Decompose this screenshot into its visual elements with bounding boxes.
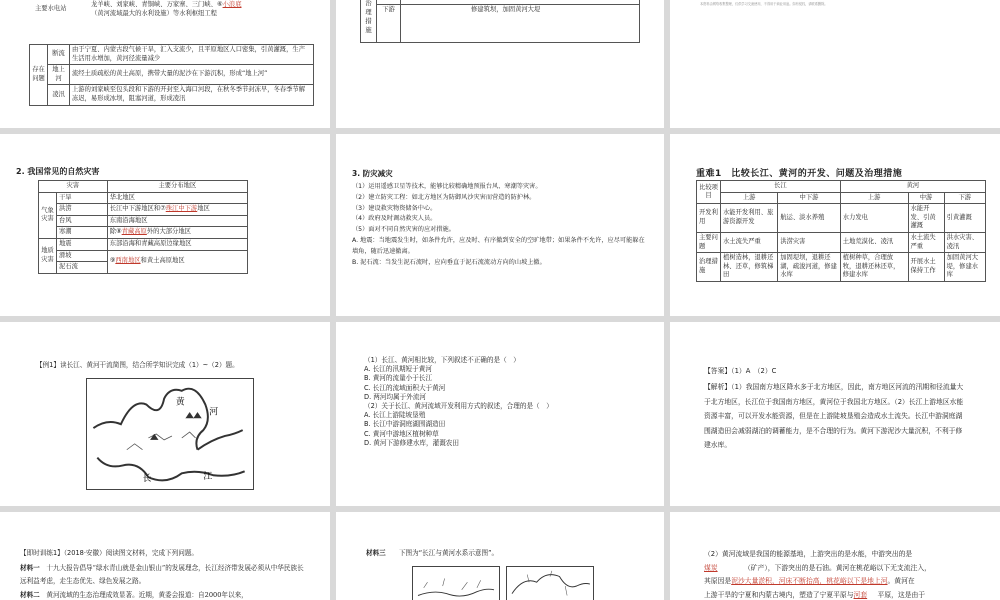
sub-col: 上游 [840,192,908,204]
slide-disaster-prevention[interactable] [336,134,664,316]
question-2: （2）关于长江、黄河流域开发利用方式的叙述，合理的是（ ） [364,402,553,411]
yangtze-river-line [97,458,244,481]
fill-blank-2: 泥沙大量淤积，河床不断抬高，桃花峪以下是地上河 [731,577,888,585]
yellow-river-line [93,389,207,450]
cell: 洪水灾害、凌汛 [944,232,985,252]
slide-comparison[interactable] [670,134,1000,316]
disaster-region [107,215,247,227]
region-text: 地区 [197,205,210,213]
fill-blank-3: 河套 [853,590,868,599]
prevention-line: B. 泥石流：当发生泥石流时，应向垂直于泥石流流动方向的山坡上撤。 [352,258,546,266]
station-text [89,0,314,19]
region-text: 除⑧ [109,228,122,236]
disaster-name: 台风 [57,215,108,227]
cell: 洪涝灾害 [778,232,841,252]
station-label: 主要水电站 [35,5,67,13]
fill-line-2 [704,562,994,576]
problems-label: 存在问题 [30,45,48,106]
station-blank: 小浪底 [222,1,242,8]
cell: 水能开发、引黄灌溉 [908,204,944,233]
label-jiang: 江 [203,472,213,483]
material-2 [20,589,310,600]
region-text: ⑨ [109,257,116,265]
yellow-line [512,575,590,594]
measure-row-name: 下游 [377,4,401,42]
example-prompt: 【例1】读长江、黄河干流简图，结合所学知识完成（1）~（2）题。 [36,361,239,369]
q1-option[interactable]: C. 长江的流域面积大于黄河 [364,383,446,392]
q1-option[interactable]: B. 黄河的流量小于长江 [364,374,433,383]
prevention-list [352,182,650,268]
region-text: 外的大部分地区 [146,228,191,236]
col-region: 主要分布地区 [107,181,247,193]
q2-option[interactable]: D. 黄河下游修建水库，灌溉农田 [364,438,459,447]
disaster-name: 洪涝 [57,204,108,216]
measures-label: 治理措施 [361,0,377,42]
measure-row-text: 修建筑坝，加固黄河大堤 [401,4,640,42]
fill-line-1: （2）黄河流域是我国的能源基地，上游突出的是水能，中游突出的是 [704,550,913,558]
cell: 植树造林，退耕还林、还草，修筑梯田 [721,253,778,282]
material-1-text: 十九大报告倡导“绿水青山就是金山银山”的发展理念，长江经济带发展必须从中华民族长远利益考虑，走生态优先、绿色发展之路。 [20,564,304,585]
slide-answer[interactable] [670,322,1000,506]
sub-col: 下游 [944,192,985,204]
station-text-a: 龙羊峡、刘家峡、青铜峡、万家寨、三门峡、⑥ [91,1,223,8]
region-text: 和黄土高原地区 [140,257,185,265]
slide-note[interactable] [670,0,1000,128]
question-1: （1）长江、黄河相比较，下列叙述不正确的是（ ） [364,356,520,364]
disaster-name: 寒潮 [57,227,108,239]
fill-line-4 [704,589,994,600]
q1-option[interactable]: A. 长江的汛期短于黄河 [364,365,432,374]
disaster-name: 地震 [57,238,108,250]
disaster-name: 干旱 [57,192,108,204]
prevention-heading: 3. 防灾减灾 [352,169,393,178]
col-changjiang: 长江 [721,181,841,193]
problem-text: 由于宁夏、内蒙古段气候干旱，汇入支流少，且平原地区人口密集，引黄灌溉，生产生活用水增加，黄河径流量减少 [70,45,314,65]
material-3-line [366,548,498,558]
sub-col: 中下游 [778,192,841,204]
cell: 植树种草，合理放牧，退耕还林还草，修建水库 [840,253,908,282]
fill-text-3a: 其原因是 [704,577,732,585]
sub-col: 上游 [721,192,778,204]
cell: 水土流失严重 [721,232,778,252]
yellow-river-lower [198,430,243,450]
disaster-name: 滑坡 [57,250,108,262]
tributaries [424,578,481,589]
fill-text-4b: 平原，这是由于 [877,590,926,599]
fill-text-4a: 上游干旱的宁夏和内蒙古境内，塑造了宁夏平原与 [704,590,854,599]
region-text: 东南沿海地区 [109,216,148,224]
disaster-region [107,192,247,204]
material-3-text: 下图为“长江与黄河水系示意图”。 [398,549,499,557]
q2-option[interactable]: B. 长江中游洞庭湖围湖造田 [364,420,446,429]
row-name: 主要问题 [697,232,721,252]
disaster-category: 气象灾害 [39,192,57,238]
col-huanghe: 黄河 [840,181,985,193]
problems-table [29,44,314,106]
comparison-table [696,180,986,282]
material-3-label: 材料三 [366,549,386,557]
col-item: 比较项目 [697,181,721,204]
fill-text-3b: 。黄河在 [887,577,915,585]
cell: 土地荒漠化、凌汛 [840,232,908,252]
disaster-region [107,227,247,239]
label-huang: 黄 [175,397,185,408]
region-text: 东部沿海和青藏高原边缘地区 [109,239,192,247]
region-text: 华北地区 [109,193,135,201]
cell: 加固堤坝，退耕还湖，疏浚河道，修建水库 [778,253,841,282]
small-note: 本资料由网络收集整理，仅供学习交流使用，不得用于商业用途。如有侵权，请联系删除。 [700,2,828,6]
yangtze-line [418,589,494,596]
station-table [29,0,314,19]
q2-option[interactable]: A. 长江上游陡坡垦殖 [364,411,426,420]
sub-col: 中游 [908,192,944,204]
cell: 开展水土保持工作 [908,253,944,282]
disaster-region [107,250,247,273]
material-1 [20,562,310,588]
slide-training[interactable] [0,512,330,600]
measures-table [360,0,640,43]
region-text: 长江中下游地区和⑦ [109,205,166,213]
question-block [364,356,644,448]
problem-name: 地上河 [48,65,70,85]
disasters-table [38,180,248,274]
disaster-region [107,204,247,216]
cell: 引黄灌溉 [944,204,985,233]
fill-blank-1: 煤炭 [704,563,718,572]
prevention-line: A. 地震：当地震发生时，如条件允许，应及时、有序撤到安全的空旷地带；如果条件不允许，应尽可能躲在墙角，随后迅速撤离。 [352,236,645,255]
river-map [86,378,254,490]
cell: 水土流失严重 [908,232,944,252]
region-blank: 珠江中下游 [165,205,198,213]
cell: 航运、淡水养殖 [778,204,841,233]
comparison-heading: 重难1 比较长江、黄河的开发、问题及治理措施 [696,169,903,179]
label-chang: 长 [142,474,152,485]
row-name: 治理措施 [697,253,721,282]
station-text-b: （黄河流域最大的水利设施）等水利枢纽工程 [91,9,217,17]
disaster-category: 地质灾害 [39,238,57,273]
disaster-region [107,238,247,250]
slide-yellow-river-problems[interactable] [0,0,330,128]
label-he: 河 [209,407,219,418]
row-name: 开发利用 [697,204,721,233]
disaster-name: 泥石流 [57,262,108,274]
yellow-map [506,566,594,600]
cell: 水力发电 [840,204,908,233]
training-title: 【即时训练1】（2018·安徽）阅读图文材料，完成下列问题。 [20,549,199,557]
analysis-text: 【解析】（1）我国南方地区降水多于北方地区，因此，南方地区河流的汛期和径流量大于北方地区，长江位于我国南方地区，黄河位于我国北方地区。（2）长江上游地区水能资源丰富，可以开发水能资源，但是在上游陡坡垦殖会造成水土流失。长江中游洞庭湖围湖造田会减弱湖泊的调蓄能力，是不合理的行为。黄河下游泥沙大量沉积，不利于修建水库。 [704,383,964,449]
q1-option[interactable]: D. 两河均属于外流河 [364,392,427,401]
cell: 加固黄河大堤，修建水库 [944,253,985,282]
answer-line: 【答案】（1）A （2）C [704,367,777,375]
prevention-line: （1）运用遥感卫星等技术，能够比较精确地预报台风、寒潮等灾害。 [352,183,542,190]
fill-line-3 [704,575,994,589]
slide-measures-fragment[interactable] [336,0,664,128]
q2-option[interactable]: C. 黄河中游地区植树种草 [364,429,439,438]
slide-example-map[interactable] [0,322,330,506]
slide-questions[interactable] [336,322,664,506]
prevention-line: （5）面对不同自然灾害的应对措施。 [352,226,455,234]
cell: 水能开发利用、旅游资源开发 [721,204,778,233]
yangtze-map [412,566,500,600]
material-2-label: 材料二 [20,591,40,599]
mountain-marks [127,432,196,450]
region-blank: 青藏高原 [121,228,147,236]
slide-natural-disasters[interactable] [0,134,330,316]
problem-name: 断流 [48,45,70,65]
fill-in-text [704,548,994,600]
problem-name: 凌汛 [48,85,70,105]
slide-fill-in[interactable] [670,512,1000,600]
prevention-line: （3）建设救灾物资储备中心。 [352,204,437,212]
region-blank: 西南地区 [115,257,141,265]
problem-text: 上游的刘家峡至包头段和下游的开封至入海口河段，在秋冬季节封冻早，冬春季节解冻迟，易形成冰坝，阻塞河道，形成凌汛 [70,85,314,105]
tributaries [527,571,567,596]
prevention-line: （4）政府及时调动救灾人员。 [352,215,437,223]
material-2-text: 黄河流域的生态治理成效显著。近期，黄委会报道：自2000年以来， [46,591,248,599]
col-disaster: 灾害 [39,181,108,193]
prevention-line: （2）建立防灾工程：如北方地区为防御风沙灾害而营造的防护林。 [352,193,536,201]
disasters-heading: 2. 我国常见的自然灾害 [16,167,100,176]
material-1-label: 材料一 [20,564,40,572]
fill-text-2: （矿产），下游突出的是石油。黄河在桃花峪以下无支流注入， [744,563,931,572]
problem-text: 流经土质疏松的黄土高原，携带大量的泥沙在下游沉积，形成“地上河” [70,65,314,85]
slide-material-three[interactable] [336,512,664,600]
